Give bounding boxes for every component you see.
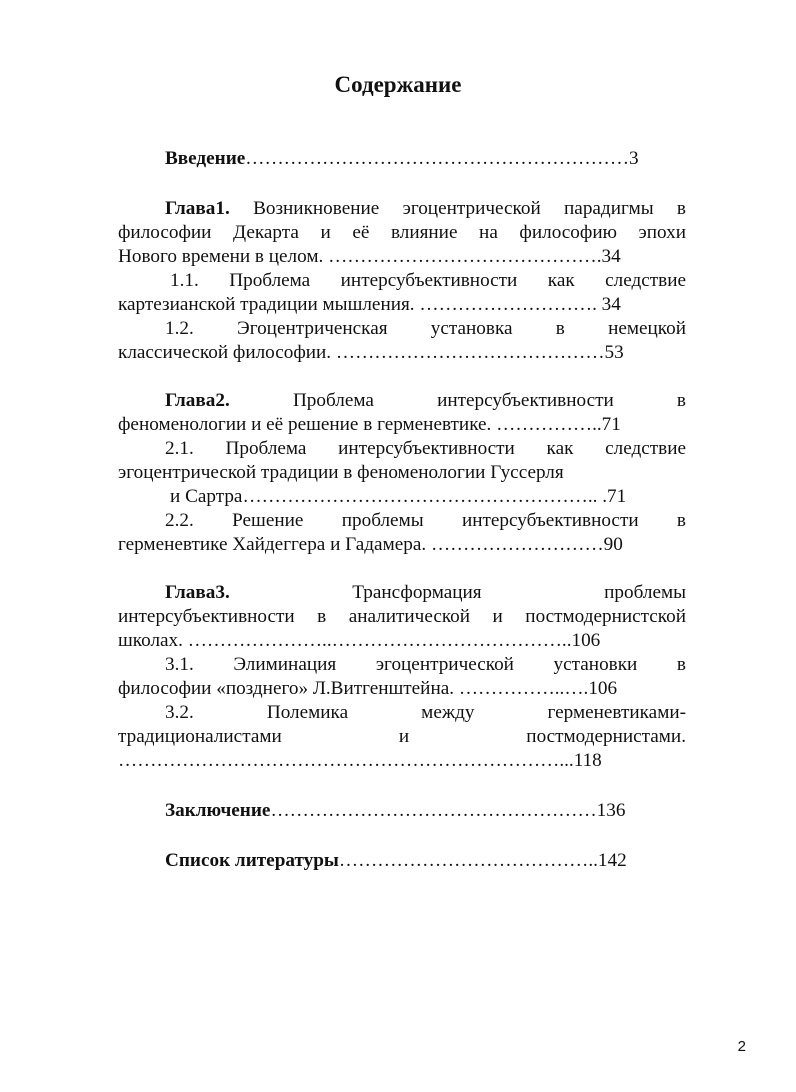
page-number: 2: [737, 1038, 746, 1055]
toc-entry-chapter-3: [118, 581, 686, 773]
chapter-2-title-line1: Проблема интерсубъективности в: [229, 390, 686, 411]
chapter-1-label: Глава1.: [165, 198, 230, 219]
intro-label: Введение: [165, 148, 246, 169]
literature-page: 142: [597, 850, 627, 871]
toc-entry-literature: [118, 849, 686, 873]
section-1-2-line2: классической философии. ……………………………………53: [118, 342, 624, 363]
conclusion-dots: ……………………………………………: [270, 800, 597, 821]
chapter-3-title-line2: интерсубъективности в аналитической и постмодернистской: [118, 606, 686, 627]
intro-page: 3: [629, 148, 639, 169]
section-2-2-line1: 2.2. Решение проблемы интерсубъективности в: [165, 510, 686, 531]
literature-dots: …………………………………..: [338, 850, 598, 871]
intro-dots: ……………………………………………………: [245, 148, 630, 169]
toc-entry-conclusion: [118, 799, 686, 823]
page-title: Содержание: [334, 72, 462, 97]
chapter-2-label: Глава2.: [165, 390, 230, 411]
chapter-2-title-line2: феноменологии и её решение в герменевтике. ……………..71: [118, 414, 621, 435]
section-3-1-line2: философии «позднего» Л.Витгенштейна. ……………..….106: [118, 678, 618, 699]
chapter-3-label: Глава3.: [165, 582, 230, 603]
section-1-1-line1: 1.1. Проблема интерсубъективности как следствие: [170, 270, 686, 291]
section-3-2-line2: традиционалистами и постмодернистами.: [118, 726, 686, 747]
section-2-2-line2: герменевтике Хайдеггера и Гадамера. ………………………90: [118, 534, 623, 555]
chapter-1-title-line1: Возникновение эгоцентрической парадигмы в: [229, 198, 686, 219]
chapter-3-title-line1: Трансформация проблемы: [229, 582, 686, 603]
section-2-1-line2: эгоцентрической традиции в феноменологии Гуссерля: [118, 462, 564, 483]
section-2-1-line1: 2.1. Проблема интерсубъективности как следствие: [165, 438, 686, 459]
literature-label: Список литературы: [165, 850, 339, 871]
section-3-2-line3: ……………………………………………………………...118: [118, 750, 602, 771]
section-1-1-line2: картезианской традиции мышления. ………………………. 34: [118, 294, 621, 315]
section-1-2-line1: 1.2. Эгоцентриченская установка в немецкой: [165, 318, 686, 339]
toc-entry-chapter-1: [118, 197, 686, 365]
toc-entry-chapter-2: [118, 389, 686, 557]
chapter-3-title-line3: школах. …………………..………………………………..106: [118, 630, 601, 651]
chapter-1-title-line2: философии Декарта и её влияние на философию эпохи: [118, 222, 686, 243]
chapter-1-title-line3: Нового времени в целом. …………………………………….34: [118, 246, 621, 267]
toc-entry-intro: [118, 147, 686, 171]
conclusion-label: Заключение: [165, 800, 271, 821]
conclusion-page: 136: [596, 800, 626, 821]
section-3-2-line1: 3.2. Полемика между герменевтиками-: [165, 702, 686, 723]
section-3-1-line1: 3.1. Элиминация эгоцентрической установки в: [165, 654, 686, 675]
section-2-1-line3: и Сартра……………………………………………….. .71: [170, 486, 627, 507]
